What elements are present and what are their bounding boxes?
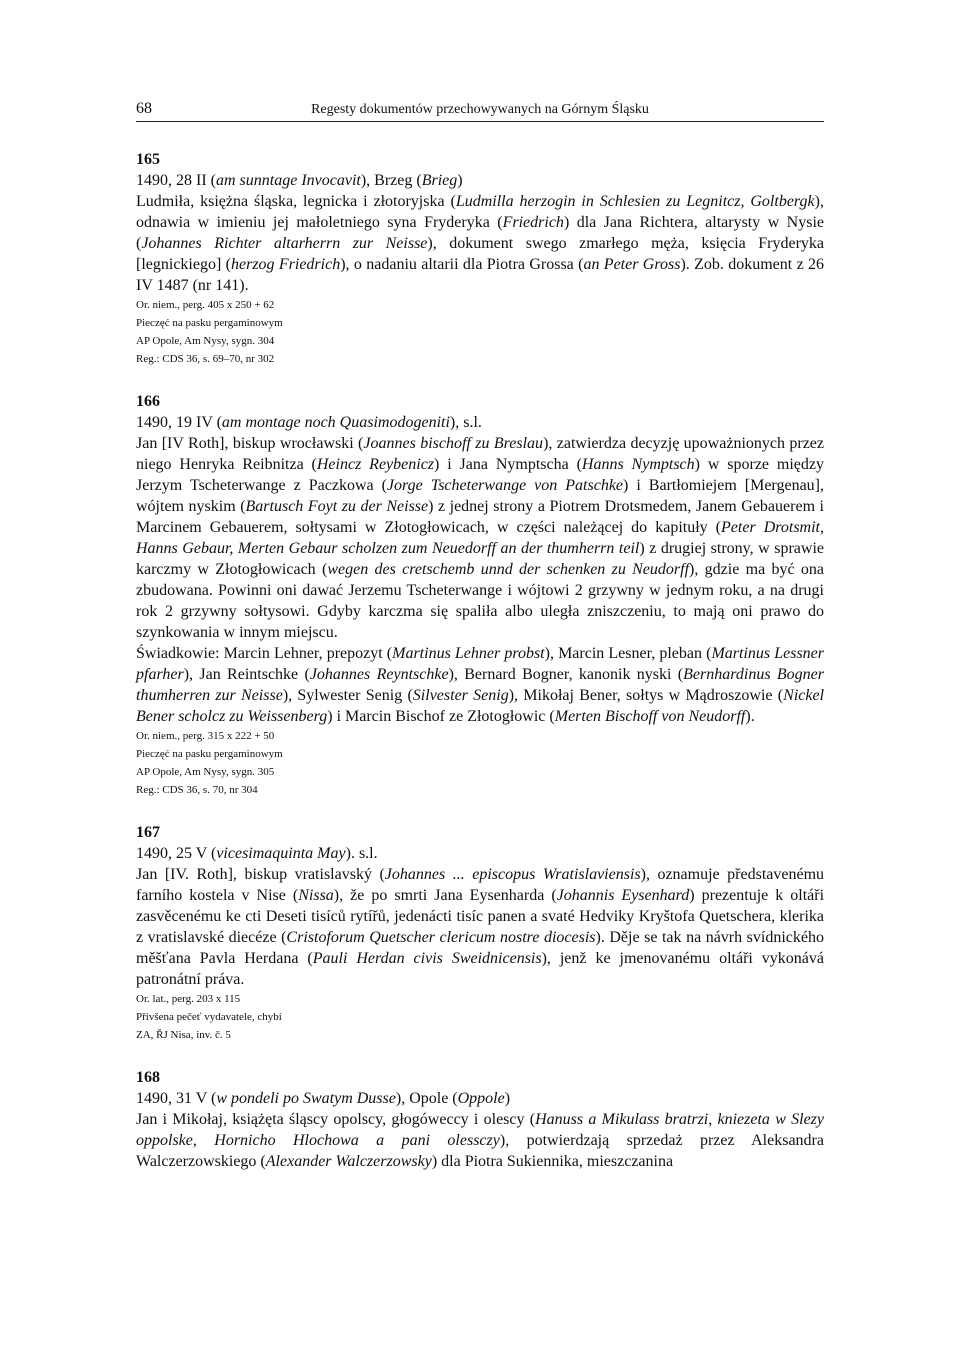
archival-note: Or. niem., perg. 405 x 250 + 62 — [136, 299, 275, 311]
original-quote: Silvester Senig — [412, 687, 509, 704]
original-quote: Johannes ... episcopus Wratislaviensis — [384, 866, 641, 883]
original-quote: Bartusch Foyt zu der Neisse — [245, 498, 429, 515]
entries-container — [136, 150, 824, 1172]
original-quote: vicesimaquinta May — [216, 845, 346, 862]
text-segment: ), o nadaniu altarii dla Piotra Grossa ( — [340, 256, 584, 273]
text-segment: 1490, 19 IV ( — [136, 414, 222, 431]
original-quote: Nickel Bener scholcz zu Weissenberg — [136, 687, 825, 725]
archival-note: AP Opole, Am Nysy, sygn. 304 — [136, 335, 275, 347]
entry-paragraph — [136, 643, 824, 727]
text-segment: ), Jan Reintschke ( — [183, 666, 310, 683]
text-segment: ) z jednej strony a Piotrem Drotsmedem, Janem Gebauerem i Marcinem Gebauerem, sołtysami w Złotogłowicach, w części należącej do kapituły ( — [136, 498, 825, 536]
entry-date-line — [136, 170, 824, 191]
original-quote: Peter Drotsmit, Hanns Gebaur, Merten Gebaur scholzen zum Neuedorff an der thumherrn teil — [136, 519, 825, 557]
regest-entry — [136, 823, 824, 1044]
text-segment: ), zatwierdza decyzję upoważnionych przez niego Henryka Reibnitza ( — [136, 435, 825, 473]
original-quote: Martinus Lehner probst — [392, 645, 545, 662]
original-quote: Alexander Walczerzowsky — [265, 1153, 432, 1170]
original-quote: Jorge Tscheterwange von Patschke — [386, 477, 624, 494]
running-title: Regesty dokumentów przechowywanych na Górnym Śląsku — [311, 102, 649, 117]
regest-entry — [136, 392, 824, 799]
original-quote: am montage noch Quasimodogeniti — [221, 414, 450, 431]
running-header — [136, 100, 824, 122]
original-quote: an Peter Gross — [583, 256, 681, 273]
text-segment: ), potwierdzają sprzedaż przez Aleksandra Walczerzowskiego ( — [136, 1132, 824, 1170]
text-segment: ) — [504, 1090, 511, 1107]
text-segment: ). Děje se tak na návrh svídnického měšťana Pavla Herdana ( — [136, 929, 824, 967]
entry-paragraph — [136, 864, 824, 990]
text-segment: ), Brzeg ( — [360, 172, 422, 189]
text-segment: ), odnawia w imieniu jej małoletniego syna Fryderyka ( — [136, 193, 824, 231]
text-segment: Ludmiła, księżna śląska, legnicka i złotoryjska ( — [136, 193, 456, 210]
original-quote: herzog Friedrich — [230, 256, 341, 273]
entry-paragraph — [136, 191, 824, 296]
archival-note: Or. niem., perg. 315 x 222 + 50 — [136, 730, 275, 742]
text-segment: ) prezentuje k oltáři zasvěcenému ke cti Deseti tisíců rytířů, jedenácti tisíc panen a svaté Hedviky Kryštofa Quetschera, klerika z vratislavské diecéze ( — [136, 887, 825, 946]
text-segment: ) dla Piotra Sukiennika, mieszczanina — [431, 1153, 674, 1170]
text-segment: 1490, 25 V ( — [136, 845, 217, 862]
page-number: 68 — [136, 100, 152, 117]
original-quote: Hanns Nymptsch — [581, 456, 695, 473]
original-quote: Ludmilla herzogin in Schlesien zu Legnitcz, Goltbergk — [455, 193, 815, 210]
text-segment: ). — [745, 708, 755, 725]
original-quote: Brieg — [421, 172, 458, 189]
text-segment: ) i Marcin Bischof ze Złotogłowic ( — [327, 708, 555, 725]
entry-paragraph — [136, 433, 824, 643]
original-quote: Johannis Eysenhard — [556, 887, 690, 904]
text-segment: ) z drugiej strony, w sprawie karczmy w Złotogłowicach ( — [136, 540, 824, 578]
archival-note: Reg.: CDS 36, s. 70, nr 304 — [136, 784, 258, 796]
archival-note: Reg.: CDS 36, s. 69–70, nr 302 — [136, 353, 275, 365]
text-segment: ), gdzie ma być ona zbudowana. Powinni oni dawać Jerzemu Tscheterwange i wójtowi 2 grzywny w jednym roku, a na drugi rok 2 grzywny sołtysowi. Gdyby karczma się spaliła albo uległa zniszczeniu, to mają oni prawo do szynkowania w innym miejscu. — [136, 561, 824, 641]
archival-note: ZA, ŘJ Nisa, inv. č. 5 — [136, 1029, 231, 1041]
archival-note: Pieczęć na pasku pergaminowym — [136, 748, 283, 760]
original-quote: Nissa — [298, 887, 334, 904]
text-segment: ), Mikołaj Bener, sołtys w Mądroszowie ( — [508, 687, 784, 704]
text-segment: Jan [IV. Roth], biskup vratislavský ( — [136, 866, 385, 883]
text-segment: ). s.l. — [345, 845, 378, 862]
original-quote: Heincz Reybenicz — [316, 456, 435, 473]
text-segment: Świadkowie: Marcin Lehner, prepozyt ( — [136, 645, 393, 662]
text-segment: 1490, 28 II ( — [136, 172, 216, 189]
original-quote: Hanuss a Mikulass bratrzi, kniezeta w Slezy oppolske, Hornicho Hlochowa a pani olessczy — [136, 1111, 824, 1149]
archival-note: Pieczęć na pasku pergaminowym — [136, 317, 283, 329]
text-segment: ) dla Jana Richtera, altarysty w Nysie ( — [136, 214, 825, 252]
text-segment: ) i Bartłomiejem [Mergenau], wójtem nyskim ( — [136, 477, 824, 515]
entry-date-line — [136, 412, 824, 433]
text-segment: Jan [IV Roth], biskup wrocławski ( — [136, 435, 364, 452]
original-quote: Oppole — [457, 1090, 505, 1107]
original-quote: Johannes Richter altarherrn zur Neisse — [141, 235, 428, 252]
original-quote: Friedrich — [502, 214, 564, 231]
original-quote: Martinus Lessner pfarher — [136, 645, 825, 683]
regest-entry — [136, 1068, 824, 1172]
text-segment: 1490, 31 V ( — [136, 1090, 217, 1107]
original-quote: w pondeli po Swatym Dusse — [216, 1090, 396, 1107]
text-segment: ), že po smrti Jana Eysenharda ( — [333, 887, 557, 904]
original-quote: Joannes bischoff zu Breslau — [363, 435, 544, 452]
text-segment: ), Marcin Lesner, pleban ( — [544, 645, 712, 662]
text-segment: Jan i Mikołaj, książęta śląscy opolscy, głogóweccy i olescy ( — [136, 1111, 536, 1128]
entry-number: 166 — [136, 393, 160, 410]
text-segment: ), Bernard Bogner, kanonik nyski ( — [448, 666, 684, 683]
text-segment: ) — [457, 172, 463, 189]
archival-note: Or. lat., perg. 203 x 115 — [136, 993, 241, 1005]
entry-number: 167 — [136, 824, 160, 841]
original-quote: am sunntage Invocavit — [215, 172, 361, 189]
entry-date-line — [136, 1088, 824, 1109]
entry-number: 168 — [136, 1069, 160, 1086]
text-segment: ), Opole ( — [395, 1090, 458, 1107]
original-quote: Bernhardinus Bogner thumherren zur Neisse — [136, 666, 824, 704]
text-segment: ) i Jana Nymptscha ( — [434, 456, 582, 473]
text-segment: ), s.l. — [449, 414, 482, 431]
text-segment: ) w sporze między Jerzym Tscheterwange z Paczkowa ( — [136, 456, 824, 494]
text-segment: ), oznamuje představenému farního kostela v Nise ( — [136, 866, 825, 904]
text-segment: ), dokument swego zmarłego męża, księcia Fryderyka [legnickiego] ( — [136, 235, 825, 273]
original-quote: Cristoforum Quetscher clericum nostre diocesis — [286, 929, 596, 946]
original-quote: wegen des cretschemb unnd der schenken zu Neudorff — [327, 561, 690, 578]
original-quote: Johannes Reyntschke — [309, 666, 449, 683]
text-segment: ). Zob. dokument z 26 IV 1487 (nr 141). — [136, 256, 825, 294]
entry-number: 165 — [136, 151, 160, 168]
regest-entry — [136, 150, 824, 368]
text-segment: ), Sylwester Senig ( — [282, 687, 413, 704]
original-quote: Pauli Herdan civis Sweidnicensis — [312, 950, 542, 967]
archival-note: Přivšena pečeť vydavatele, chybí — [136, 1011, 282, 1023]
text-segment: ), jenž ke jmenovanému oltáři vykonává patronátní práva. — [136, 950, 825, 988]
original-quote: Merten Bischoff von Neudorff — [554, 708, 746, 725]
entry-date-line — [136, 843, 824, 864]
entry-paragraph — [136, 1109, 824, 1172]
archival-note: AP Opole, Am Nysy, sygn. 305 — [136, 766, 275, 778]
